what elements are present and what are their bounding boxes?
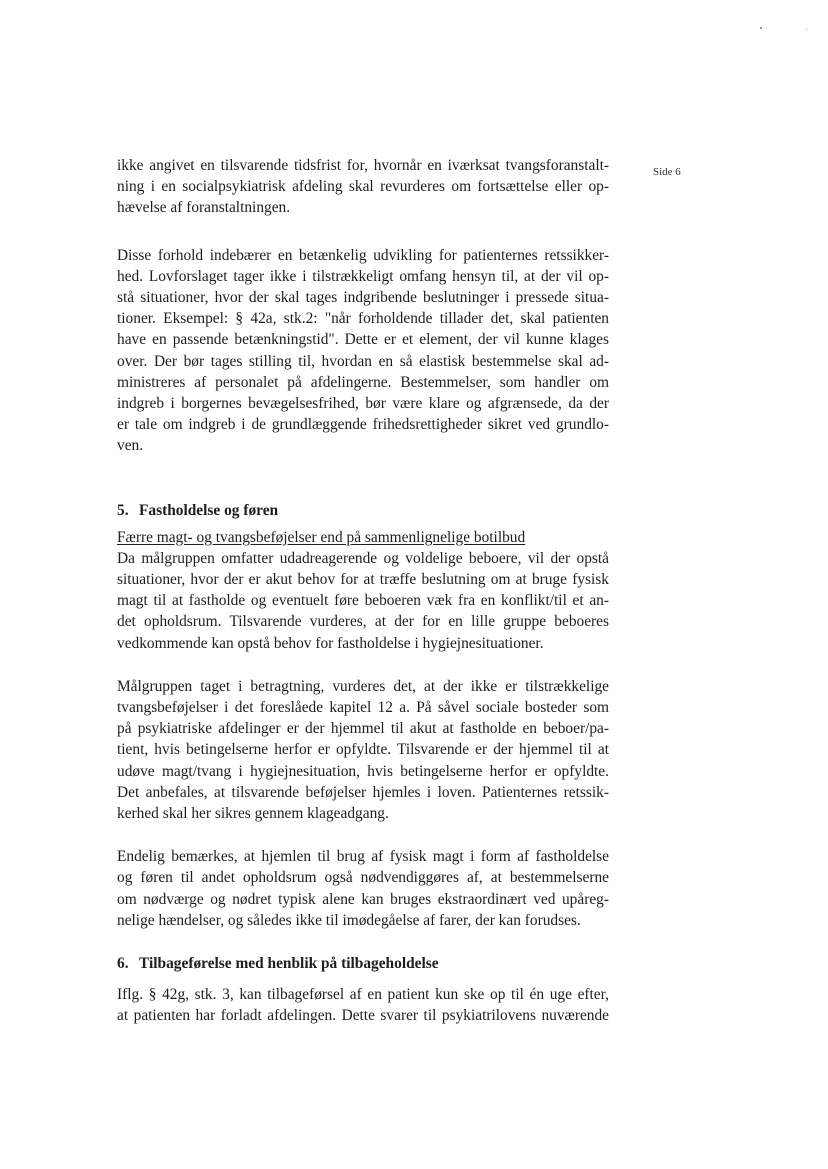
text-line: tioner. Eksempel: § 42a, stk.2: "når forholdende tillader det, skal patienten bbox=[117, 310, 609, 328]
text-line: ministreres af personalet på afdelingerne. Bestemmelser, som handler om bbox=[117, 373, 609, 391]
paragraph-maalgruppe bbox=[117, 548, 609, 654]
page-number-label: Side 6 bbox=[653, 166, 681, 178]
text-line: om nødværge og nødret typisk alene kan bruges ekstraordinært ved upåreg- bbox=[117, 890, 609, 908]
text-line: Målgruppen taget i betragtning, vurderes det, at der ikke er tilstrækkelige bbox=[117, 677, 609, 695]
text-line: at patienten har forladt afdelingen. Dette svarer til psykiatrilovens nuværende bbox=[117, 1007, 609, 1025]
text-line: og føren til andet opholdsrum også nødvendiggøres af, at bestemmelserne bbox=[117, 869, 609, 887]
text-line: have en passende betænkningstid". Dette er et element, der vil kunne klages bbox=[117, 331, 609, 349]
section-heading-5 bbox=[117, 500, 609, 521]
text-line: ven. bbox=[117, 437, 144, 455]
text-line: hed. Lovforslaget tager ikke i tilstrækkeligt omfang hensyn til, at der vil op- bbox=[117, 267, 609, 285]
text-line: ikke angivet en tilsvarende tidsfrist for, hvornår en iværksat tvangsforanstalt- bbox=[117, 157, 609, 174]
section-heading-6 bbox=[117, 953, 609, 974]
scan-speck bbox=[806, 29, 807, 30]
paragraph-tvangsbefoejelser bbox=[117, 676, 609, 824]
scan-speck bbox=[760, 27, 762, 29]
text-line: tvangsbeføjelser i det foreslåede kapitel 12 a. På såvel sociale bosteder som bbox=[117, 699, 609, 717]
document-body bbox=[117, 155, 609, 1027]
text-line: over. Der bør tages stilling til, hvordan en så elastisk bestemmelse skal ad- bbox=[117, 352, 609, 370]
paragraph-tilbagefoersel bbox=[117, 984, 609, 1026]
subheading-underlined bbox=[117, 527, 609, 548]
text-line: tient, hvis betingelserne herfor er opfyldte. Tilsvarende er der hjemmel til at bbox=[117, 741, 609, 759]
text-line: Endelig bemærkes, at hjemlen til brug af fysisk magt i form af fastholdelse bbox=[117, 848, 609, 866]
text-line: Det anbefales, at tilsvarende beføjelser hjemles i loven. Patienternes retssik- bbox=[117, 783, 609, 801]
text-line: Iflg. § 42g, stk. 3, kan tilbageførsel af en patient kun ske op til én uge efter, bbox=[117, 986, 609, 1004]
text-line: på psykiatriske afdelinger er der hjemmel til akut at fastholde en beboer/pa- bbox=[117, 720, 609, 738]
section-title: Tilbageførelse med henblik på tilbageholdelse bbox=[139, 955, 439, 973]
text-line: udøve magt/tvang i hygiejnesituation, hvis betingelserne herfor er opfyldte. bbox=[117, 762, 609, 780]
text-line: stå situationer, hvor der skal tages indgribende beslutninger i pressede situa- bbox=[117, 289, 609, 307]
text-line: ning i en socialpsykiatrisk afdeling skal revurderes om fortsættelse eller op- bbox=[117, 178, 609, 196]
text-line: hævelse af foranstaltningen. bbox=[117, 199, 291, 217]
text-line: magt til at fastholde og eventuelt føre beboeren væk fra en konflikt/til et an- bbox=[117, 592, 609, 610]
text-line: kerhed skal her sikres gennem klageadgang. bbox=[117, 805, 389, 823]
paragraph-noedvaerge bbox=[117, 846, 609, 931]
paragraph-tidsfrist bbox=[117, 155, 609, 219]
text-line: indgreb i borgernes bevægelsesfrihed, bør være klare og afgrænsede, da der bbox=[117, 395, 609, 413]
text-line: er tale om indgreb i de grundlæggende frihedsrettigheder sikret ved grundlo- bbox=[117, 416, 609, 434]
text-line: situationer, hvor der er akut behov for at træffe beslutning om at bruge fysisk bbox=[117, 571, 609, 589]
section-title: Fastholdelse og føren bbox=[139, 501, 279, 519]
section-number: 5. bbox=[117, 501, 129, 519]
paragraph-retssikkerhed bbox=[117, 245, 609, 457]
section-number: 6. bbox=[117, 955, 129, 973]
text-line: det opholdsrum. Tilsvarende vurderes, at der for en lille gruppe beboeres bbox=[117, 613, 609, 631]
text-line: Da målgruppen omfatter udadreagerende og voldelige beboere, vil der opstå bbox=[117, 549, 609, 567]
text-line: nelige hændelser, og således ikke til imødegåelse af farer, der kan forudses. bbox=[117, 911, 581, 929]
text-line: vedkommende kan opstå behov for fastholdelse i hygiejnesituationer. bbox=[117, 634, 544, 652]
text-line: Disse forhold indebærer en betænkelig udvikling for patienternes retssikker- bbox=[117, 246, 609, 264]
subheading-text: Færre magt- og tvangsbeføjelser end på sammenlignelige botilbud bbox=[117, 528, 526, 546]
